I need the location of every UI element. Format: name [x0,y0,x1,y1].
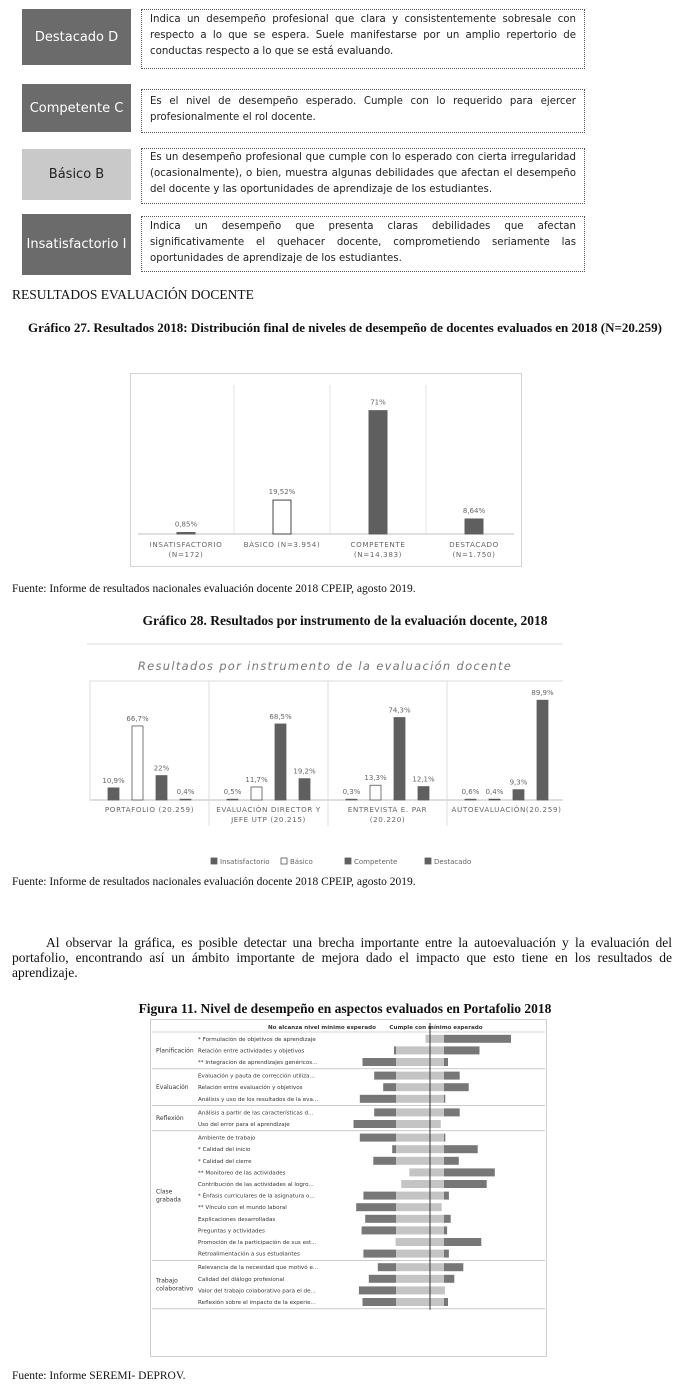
fig11-bar-below-light [396,1046,430,1054]
level-desc-insatisfactorio: Indica un desempeño que presenta claras debilidades que afectan significativamente el quehacer docente, comprometiendo seriamente las oportunidades de aprendizaje de los estudiantes. [141,216,585,272]
fig27-tick-label: (N=14.383) [353,550,403,559]
fig11-bar-below-light [396,1134,430,1142]
fig11-bar-above-light [430,1046,444,1054]
fig28-data-label: 0,5% [223,788,242,797]
fig11-bar-above-light [430,1203,442,1211]
fig11-bar-above-light [430,1095,444,1103]
fig11-item-label: Análisis a partir de las características d... [198,1110,314,1117]
fig11-item-label: Promoción de la participación de sus est... [198,1240,317,1246]
fig28-bar [513,790,524,800]
fig11-bar-above-dark [444,1275,454,1283]
fig28-tick-label: PORTAFOLIO (20.259) [104,805,195,814]
fig11-bar-below-light [396,1120,430,1128]
fig28-bar [227,799,238,800]
fig27-bar [369,411,387,534]
fig28-bar [251,787,262,800]
fig11-bar-below-dark [356,1203,396,1211]
fig11-bar-below-dark [359,1286,396,1294]
fig28-data-label: 0,3% [342,788,361,797]
fig11-bar-above-light [430,1072,444,1080]
fig11-bar-above-light [430,1035,444,1043]
fig11-chart [150,1019,547,1357]
fig28-tick-label: JEFE UTP (20.215) [231,815,306,824]
fig28-source: Fuente: Informe de resultados nacionales evaluación docente 2018 CPEIP, agosto 2019. [12,876,416,888]
fig11-bar-above-dark [444,1145,478,1153]
fig11-item-label: Ambiente de trabajo [198,1135,256,1142]
fig11-bar-above-dark [444,1263,463,1271]
fig11-bar-above-dark [444,1238,481,1246]
fig11-bar-below-dark [365,1215,396,1223]
level-label-destacado: Destacado D [22,9,131,65]
fig11-item-label: Uso del error para el aprendizaje [198,1122,290,1128]
fig11-item-label: Relación entre evaluación y objetivos [198,1085,303,1092]
fig11-bar-below-dark [360,1134,396,1142]
fig28-tick-label: ENTREVISTA E. PAR [347,805,428,814]
fig11-bar-above-dark [444,1192,449,1200]
fig28-tick-label: (20.220) [369,815,406,824]
fig27-bar [273,500,291,534]
fig11-bar-above-dark [444,1035,511,1043]
fig11-bar-below-dark [394,1046,396,1054]
fig28-legend-label: Competente [354,858,398,866]
fig28-data-label: 9,3% [509,778,528,787]
fig11-source: Fuente: Informe SEREMI- DEPROV. [12,1370,186,1382]
fig27-tick-label: BÁSICO (N=3.954) [243,540,321,549]
fig28-legend-label: Insatisfactorio [220,858,270,866]
fig11-bar-above-light [430,1157,444,1165]
fig28-bar [108,788,119,800]
fig11-bar-below-light [396,1058,430,1066]
fig27-tick-label: DESTACADO [449,540,499,549]
fig28-data-label: 89,9% [531,689,554,698]
analysis-paragraph-text: Al observar la gráfica, es posible detectar una brecha importante entre la autoevaluación y la evaluación del portafolio, encontrando así un ámbito importante de mejora dado el impacto que esto tiene en los resultados de aprendizaje. [12,935,672,980]
fig11-bar-below-light [396,1108,430,1116]
fig28-chart-title: Resultados por instrumento de la evaluación docente [137,659,513,673]
level-desc-destacado: Indica un desempeño profesional que clara y consistentemente sobresale con respecto a lo que se espera. Suele manifestarse por un amplio repertorio de conductas respecto a lo que se está evaluando. [141,9,585,69]
fig11-bar-below-light [409,1168,430,1176]
fig11-bar-above-dark [444,1215,451,1223]
fig28-tick-label: AUTOEVALUACIÓN(20.259) [451,805,562,814]
fig28-data-label: 13,3% [364,774,387,783]
fig27-data-label: 71% [370,398,386,407]
fig11-item-label: Explicaciones desarrolladas [198,1216,276,1223]
fig28-data-label: 22% [153,764,170,773]
fig11-bar-above-light [430,1083,444,1091]
fig11-bar-above-light [430,1275,444,1283]
fig28-bar [346,799,357,800]
fig11-group-label: grabada [156,1196,181,1204]
fig27-tick-label: (N=1.750) [452,550,496,559]
fig11-item-label: Relevancia de la necesidad que motivó e... [198,1265,319,1272]
fig11-bar-below-light [396,1072,430,1080]
level-desc-basico: Es un desempeño profesional que cumple con lo esperado con cierta irregularidad (ocasionalmente), o bien, muestra algunas debilidades que afectan el desempeño del docente y las oportunidades de aprendizaje de los estudiantes. [141,148,585,204]
fig11-bar-below-dark [373,1157,396,1165]
fig11-bar-below-light [396,1215,430,1223]
fig11-bar-below-dark [360,1095,396,1103]
fig11-bar-below-light [396,1083,430,1091]
fig27-data-label: 8,64% [462,506,486,515]
fig11-item-label: Contribución de las actividades al logro... [198,1182,314,1188]
fig28-bar [275,724,286,800]
fig11-bar-above-light [430,1226,444,1234]
fig11-bar-above-light [430,1145,444,1153]
fig11-bar-below-light [396,1226,430,1234]
fig11-item-label: ** Integración de aprendizajes genéricos... [198,1060,318,1066]
fig11-bar-above-light [430,1215,444,1223]
fig27-tick-label: INSATISFACTORIO [149,540,223,549]
fig11-bar-below-dark [383,1083,396,1091]
fig11-bar-below-dark [378,1263,396,1271]
fig11-bar-below-dark [354,1120,397,1128]
fig11-bar-above-dark [444,1072,460,1080]
fig28-bar [132,726,143,800]
fig11-bar-above-dark [444,1108,460,1116]
fig28-tick-label: EVALUACIÓN DIRECTOR Y [216,805,321,814]
fig28-data-label: 0,4% [485,788,504,797]
fig28-caption: Gráfico 28. Resultados por instrumento de la evaluación docente, 2018 [142,613,548,628]
fig11-bar-above-light [430,1238,444,1246]
fig27-bar [177,533,195,534]
fig28-bar [418,787,429,800]
fig11-bar-below-light [396,1145,430,1153]
fig27-tick-label: (N=172) [168,550,204,559]
fig11-group-label: Reflexión [156,1115,184,1123]
fig11-bar-below-light [396,1298,430,1306]
fig11-bar-above-dark [444,1168,495,1176]
fig27-bar [465,519,483,534]
fig11-bar-above-light [430,1134,444,1142]
fig11-bar-below-dark [363,1298,397,1306]
fig11-item-label: * Énfasis curriculares de la asignatura o... [198,1193,315,1200]
level-desc-competente: Es el nivel de desempeño esperado. Cumple con lo requerido para ejercer profesionalmente el rol docente. [141,89,585,133]
fig28-data-label: 68,5% [269,712,292,721]
analysis-paragraph [12,935,672,980]
fig28-data-label: 12,1% [412,775,435,784]
fig11-bar-below-dark [374,1072,396,1080]
fig11-caption: Figura 11. Nivel de desempeño en aspectos evaluados en Portafolio 2018 [138,1001,552,1016]
fig28-bar [465,799,476,800]
fig11-item-label: * Calidad del inicio [198,1147,251,1154]
fig11-bar-above-light [430,1286,444,1294]
level-label-competente: Competente C [22,84,131,132]
fig27-data-label: 19,52% [268,488,296,497]
fig11-bar-below-dark [369,1275,396,1283]
fig11-bar-below-light [396,1157,430,1165]
fig11-bar-above-dark [444,1298,448,1306]
fig11-bar-below-light [396,1192,430,1200]
fig11-bar-above-light [430,1058,444,1066]
fig28-bar [489,799,500,800]
fig28-legend-swatch [281,858,287,864]
fig27-frame [131,374,522,567]
fig11-bar-below-light [396,1286,430,1294]
fig11-bar-above-light [430,1120,441,1128]
fig11-group-label: Trabajo [156,1277,178,1285]
fig11-bar-below-dark [363,1192,396,1200]
fig11-bar-above-light [430,1168,444,1176]
fig28-bar [370,785,381,800]
fig11-bar-above-light [430,1192,444,1200]
fig11-bar-below-dark [392,1145,396,1153]
section-title: RESULTADOS EVALUACIÓN DOCENTE [12,287,254,302]
fig28-bar [156,776,167,800]
fig28-bar [299,779,310,800]
fig11-bar-below-light [396,1263,430,1271]
level-label-basico: Básico B [22,149,131,200]
fig11-bar-below-light [396,1203,430,1211]
fig11-left-header: No alcanza nivel mínimo esperado [268,1025,376,1031]
fig27-chart [130,373,522,567]
fig28-bar [394,718,405,800]
fig11-bar-above-light [430,1250,444,1258]
fig11-item-label: ** Vínculo con el mundo laboral [198,1205,287,1212]
fig11-item-label: Preguntas y actividades [198,1228,265,1235]
fig11-bar-above-light [430,1263,444,1271]
fig11-bar-above-dark [444,1095,445,1103]
fig11-bar-below-light [396,1275,430,1283]
fig11-item-label: Relación entre actividades y objetivos [198,1048,305,1055]
fig11-bar-below-light [426,1035,431,1043]
fig28-legend-swatch [211,858,217,864]
fig28-data-label: 19,2% [293,767,316,776]
fig11-bar-above-dark [444,1157,459,1165]
fig11-bar-below-light [396,1250,430,1258]
fig11-bar-below-dark [374,1108,396,1116]
fig11-bar-above-light [430,1298,444,1306]
fig28-chart [87,643,563,875]
fig11-item-label: * Calidad del cierre [198,1158,252,1165]
fig11-bar-below-dark [362,1226,396,1234]
fig28-legend-swatch [425,858,431,864]
fig11-bar-above-dark [444,1250,449,1258]
fig11-bar-above-light [430,1180,444,1188]
fig11-item-label: Evaluación y pauta de corrección utiliza... [198,1073,315,1080]
fig11-bar-below-dark [363,1250,396,1258]
fig11-bar-above-dark [444,1046,480,1054]
fig27-data-label: 0,85% [174,520,198,529]
fig11-bar-above-dark [444,1180,487,1188]
level-label-insatisfactorio: Insatisfactorio I [22,214,131,275]
fig28-data-label: 74,3% [388,706,411,715]
fig28-legend-label: Destacado [434,858,472,866]
fig28-data-label: 0,4% [176,788,195,797]
fig11-item-label: * Formulación de objetivos de aprendizaje [198,1036,316,1043]
fig11-bar-below-light [396,1238,430,1246]
fig11-bar-above-dark [444,1058,448,1066]
fig27-tick-label: COMPETENTE [350,540,406,549]
fig11-bar-below-light [396,1095,430,1103]
fig11-bar-above-dark [444,1226,447,1234]
fig11-bar-below-dark [363,1058,397,1066]
fig27-source: Fuente: Informe de resultados nacionales evaluación docente 2018 CPEIP, agosto 2019. [12,583,416,595]
fig11-item-label: ** Monitoreo de las actividades [198,1170,286,1177]
fig11-bar-below-light [401,1180,430,1188]
fig28-data-label: 66,7% [126,714,149,723]
fig11-group-label: Evaluación [156,1084,189,1092]
fig11-item-label: Valor del trabajo colaborativo para el de... [198,1288,316,1295]
fig28-legend-label: Básico [290,858,313,866]
fig11-group-label: Clase [156,1188,173,1196]
fig28-legend-swatch [345,858,351,864]
fig11-item-label: Calidad del diálogo profesional [198,1276,285,1283]
fig28-data-label: 11,7% [245,776,268,785]
fig27-caption: Gráfico 27. Resultados 2018: Distribución final de niveles de desempeño de docentes evaluados en 2018 (N=20.259) [28,320,662,335]
fig11-bar-above-dark [444,1134,445,1142]
fig28-bar [180,799,191,800]
fig11-bar-above-light [430,1108,444,1116]
fig11-item-label: Retroalimentación a sus estudiantes [198,1251,300,1258]
fig28-bar [537,700,548,800]
fig11-group-label: colaborativo [156,1285,194,1293]
fig11-right-header: Cumple con mínimo esperado [389,1025,483,1031]
fig11-group-label: Planificación [156,1047,194,1055]
fig11-bar-above-dark [444,1083,469,1091]
fig28-data-label: 10,9% [102,776,125,785]
fig11-item-label: Reflexión sobre el impacto de la experie... [198,1300,316,1306]
fig11-item-label: Análisis y uso de los resultados de la eva... [198,1096,319,1103]
fig28-data-label: 0,6% [461,788,480,797]
